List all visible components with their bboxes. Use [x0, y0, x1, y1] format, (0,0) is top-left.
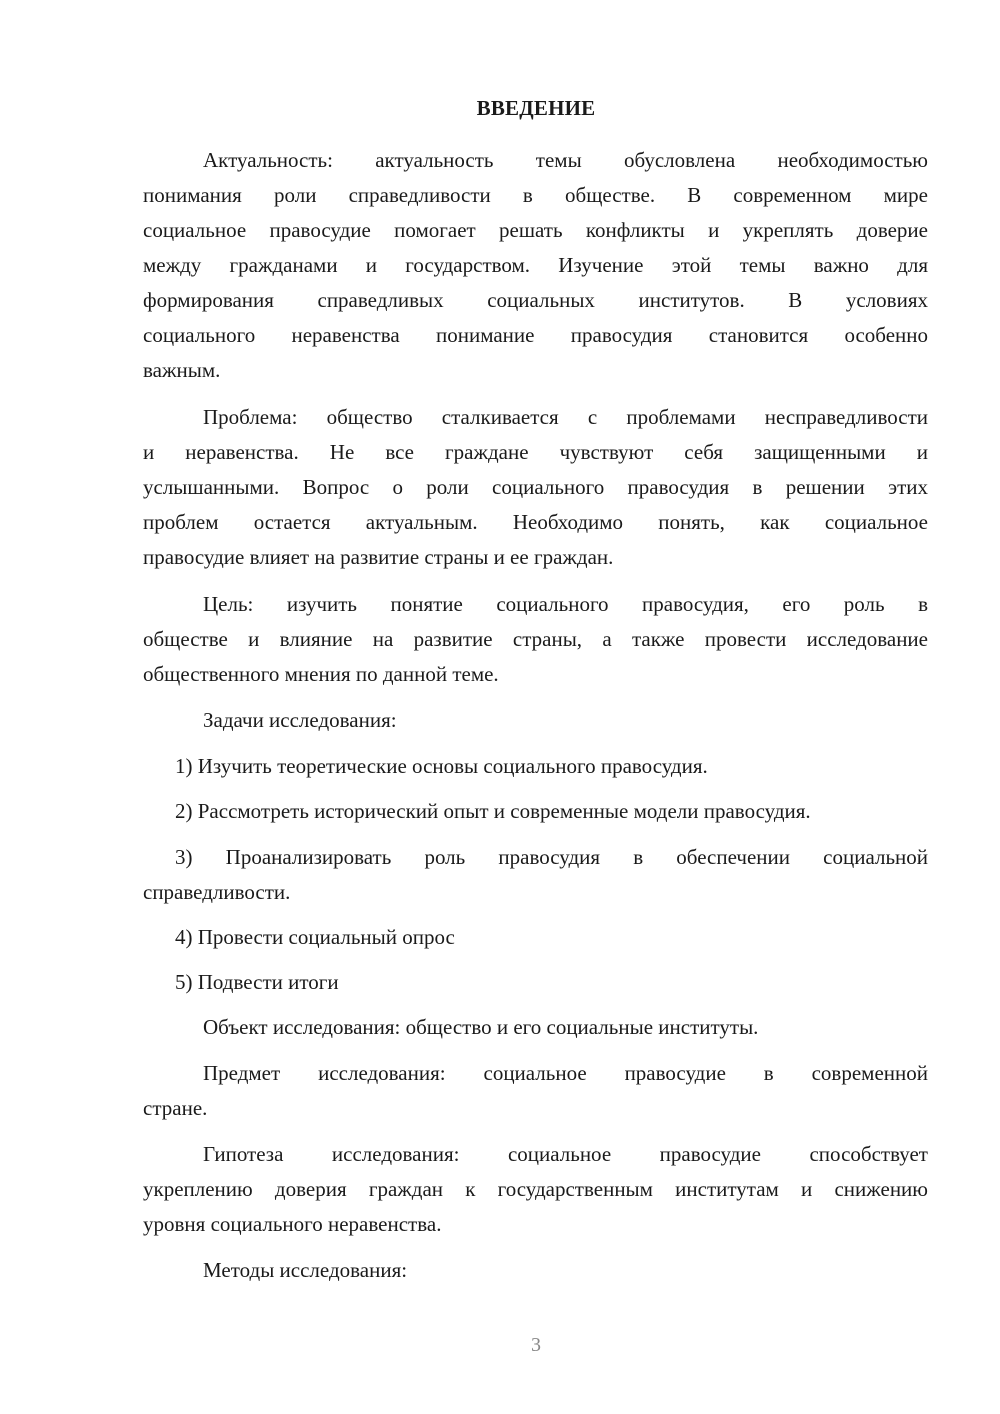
text-line: Предмет исследования: социальное правосудие в современной — [203, 1061, 928, 1085]
text-line: Цель: изучить понятие социального правосудия, его роль в — [203, 592, 928, 616]
page-number: 3 — [531, 1334, 541, 1356]
text-line: уровня социального неравенства. — [143, 1212, 442, 1236]
task-item: 3) Проанализировать роль правосудия в обеспечении социальной — [175, 845, 928, 869]
text-line: и неравенства. Не все граждане чувствуют себя защищенными и — [143, 440, 928, 464]
text-line: понимания роли справедливости в обществе. В современном мире — [143, 183, 928, 207]
task-item: 5) Подвести итоги — [175, 970, 339, 994]
text-line: между гражданами и государством. Изучение этой темы важно для — [143, 253, 928, 277]
text-line: проблем остается актуальным. Необходимо понять, как социальное — [143, 510, 928, 534]
text-line: Проблема: общество сталкивается с проблемами несправедливости — [203, 405, 928, 429]
text-line: Актуальность: актуальность темы обусловлена необходимостью — [203, 148, 928, 172]
text-line: укреплению доверия граждан к государственным институтам и снижению — [143, 1177, 928, 1201]
task-item: 1) Изучить теоретические основы социального правосудия. — [175, 754, 708, 778]
task-item: 2) Рассмотреть исторический опыт и современные модели правосудия. — [175, 799, 811, 823]
text-line: стране. — [143, 1096, 208, 1120]
text-line: важным. — [143, 358, 221, 382]
task-item-continuation: справедливости. — [143, 880, 291, 904]
text-line: формирования справедливых социальных институтов. В условиях — [143, 288, 928, 312]
text-line: социального неравенства понимание правосудия становится особенно — [143, 323, 928, 347]
text-line: общественного мнения по данной теме. — [143, 662, 499, 686]
methods-heading: Методы исследования: — [203, 1258, 408, 1282]
text-line: обществе и влияние на развитие страны, а также провести исследование — [143, 627, 928, 651]
text-line: социальное правосудие помогает решать конфликты и укреплять доверие — [143, 218, 928, 242]
text-line: правосудие влияет на развитие страны и ее граждан. — [143, 545, 614, 569]
task-item: 4) Провести социальный опрос — [175, 925, 455, 949]
tasks-heading: Задачи исследования: — [203, 708, 397, 732]
text-line: Гипотеза исследования: социальное правосудие способствует — [203, 1142, 928, 1166]
section-title: ВВЕДЕНИЕ — [476, 96, 596, 120]
text-line: услышанными. Вопрос о роли социального правосудия в решении этих — [143, 475, 928, 499]
paragraph-object: Объект исследования: общество и его социальные институты. — [203, 1015, 759, 1039]
